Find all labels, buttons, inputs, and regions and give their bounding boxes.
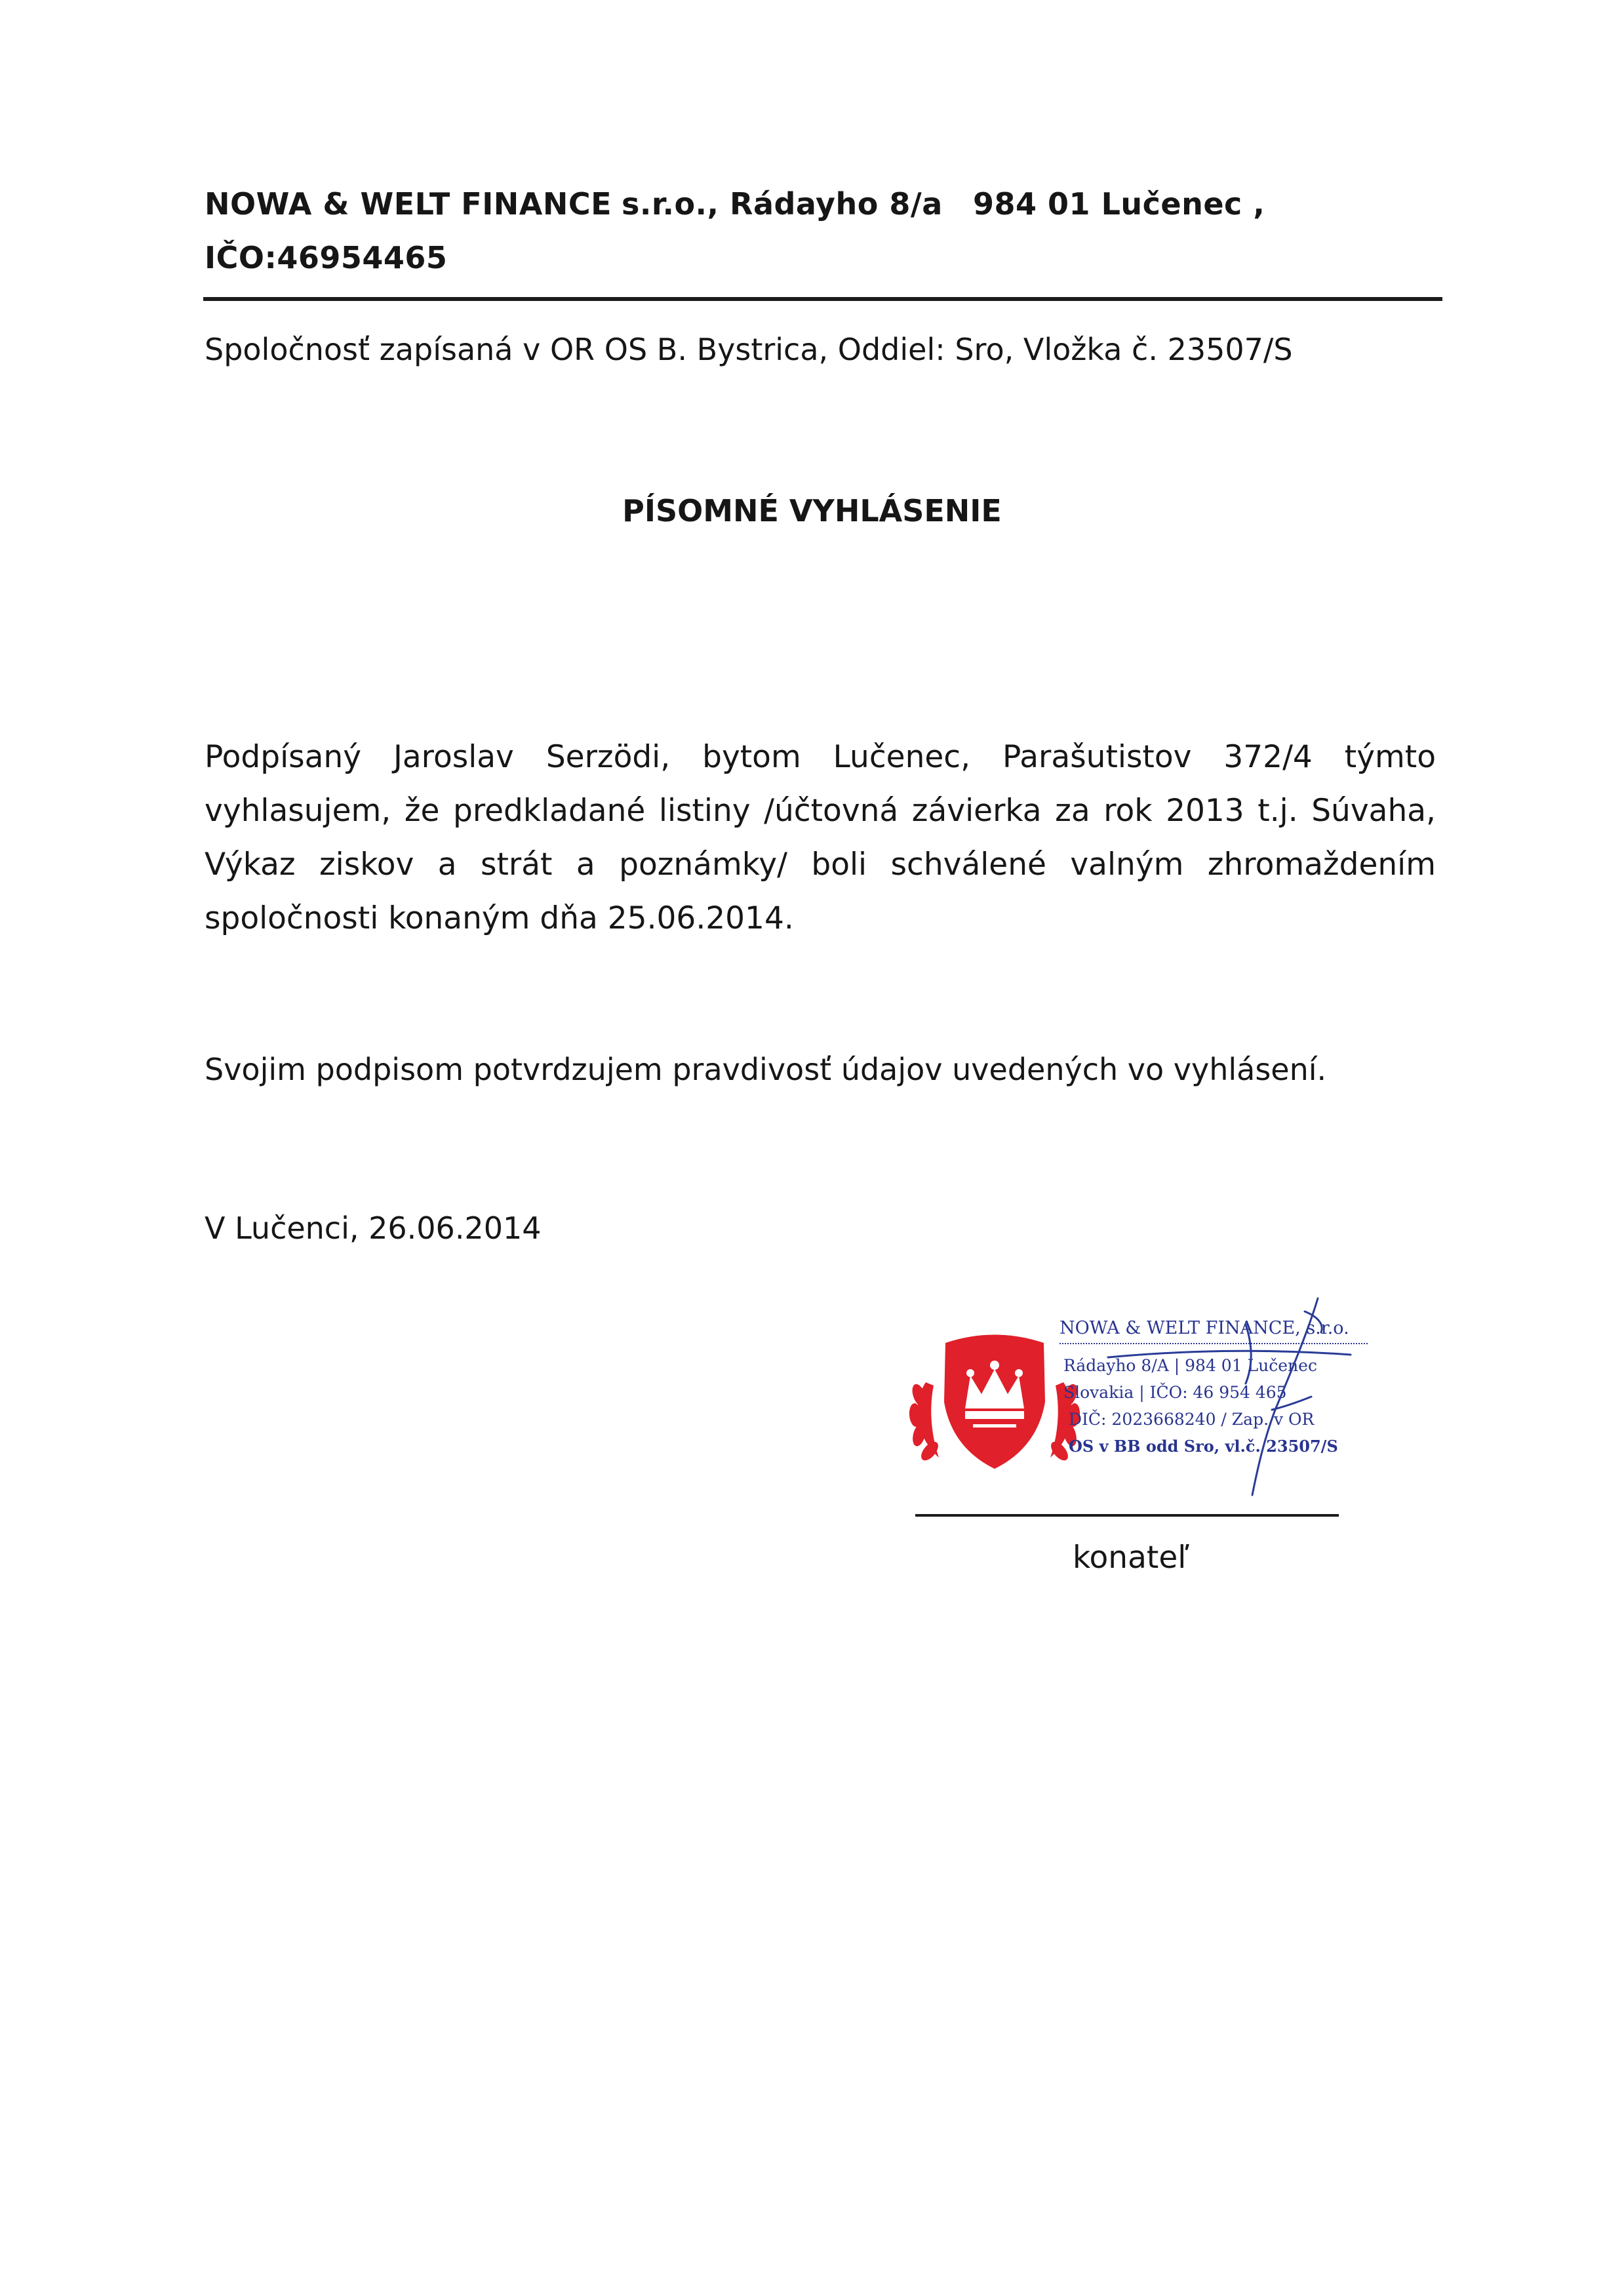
signature-line (915, 1514, 1339, 1517)
declaration-paragraph: Podpísaný Jaroslav Serzödi, bytom Lučenec, Parašutistov 372/4 týmto vyhlasujem, že predkladané listiny /účtovná závierka za rok 2013 t.j. Súvaha, Výkaz ziskov a strát a poznámky/ boli schválené valným zhromaždením spoločnosti konaným dňa 25.06.2014. (205, 739, 1436, 936)
document-title: PÍSOMNÉ VYHLÁSENIE (622, 493, 1002, 529)
company-ico: IČO:46954465 (205, 240, 448, 275)
header-divider (203, 297, 1442, 301)
registration-note: Spoločnosť zapísaná v OR OS B. Bystrica, Oddiel: Sro, Vložka č. 23507/S (205, 332, 1293, 367)
confirmation-statement: Svojim podpisom potvrdzujem pravdivosť údajov uvedených vo vyhlásení. (205, 1052, 1327, 1087)
stamp-address: Rádayho 8/A | 984 01 Lučenec (1063, 1356, 1317, 1375)
place-and-date: V Lučenci, 26.06.2014 (205, 1210, 542, 1246)
stamp-company-name: NOWA & WELT FINANCE, s.r.o. (1060, 1318, 1349, 1338)
stamp-register: OS v BB odd Sro, vl.č. 23507/S (1069, 1437, 1338, 1456)
company-legal-form-address: s.r.o., Rádayho 8/a (622, 186, 943, 222)
stamp-dic: DIČ: 2023668240 / Zap. v OR (1069, 1410, 1315, 1429)
signatory-role: konateľ (1073, 1540, 1189, 1576)
company-name: NOWA & WELT FINANCE (205, 186, 612, 222)
company-postal-city: 984 01 Lučenec , (973, 186, 1265, 222)
signature-strokes (1010, 1285, 1429, 1521)
stamp-country-ico: Slovakia | IČO: 46 954 465 (1063, 1383, 1287, 1402)
